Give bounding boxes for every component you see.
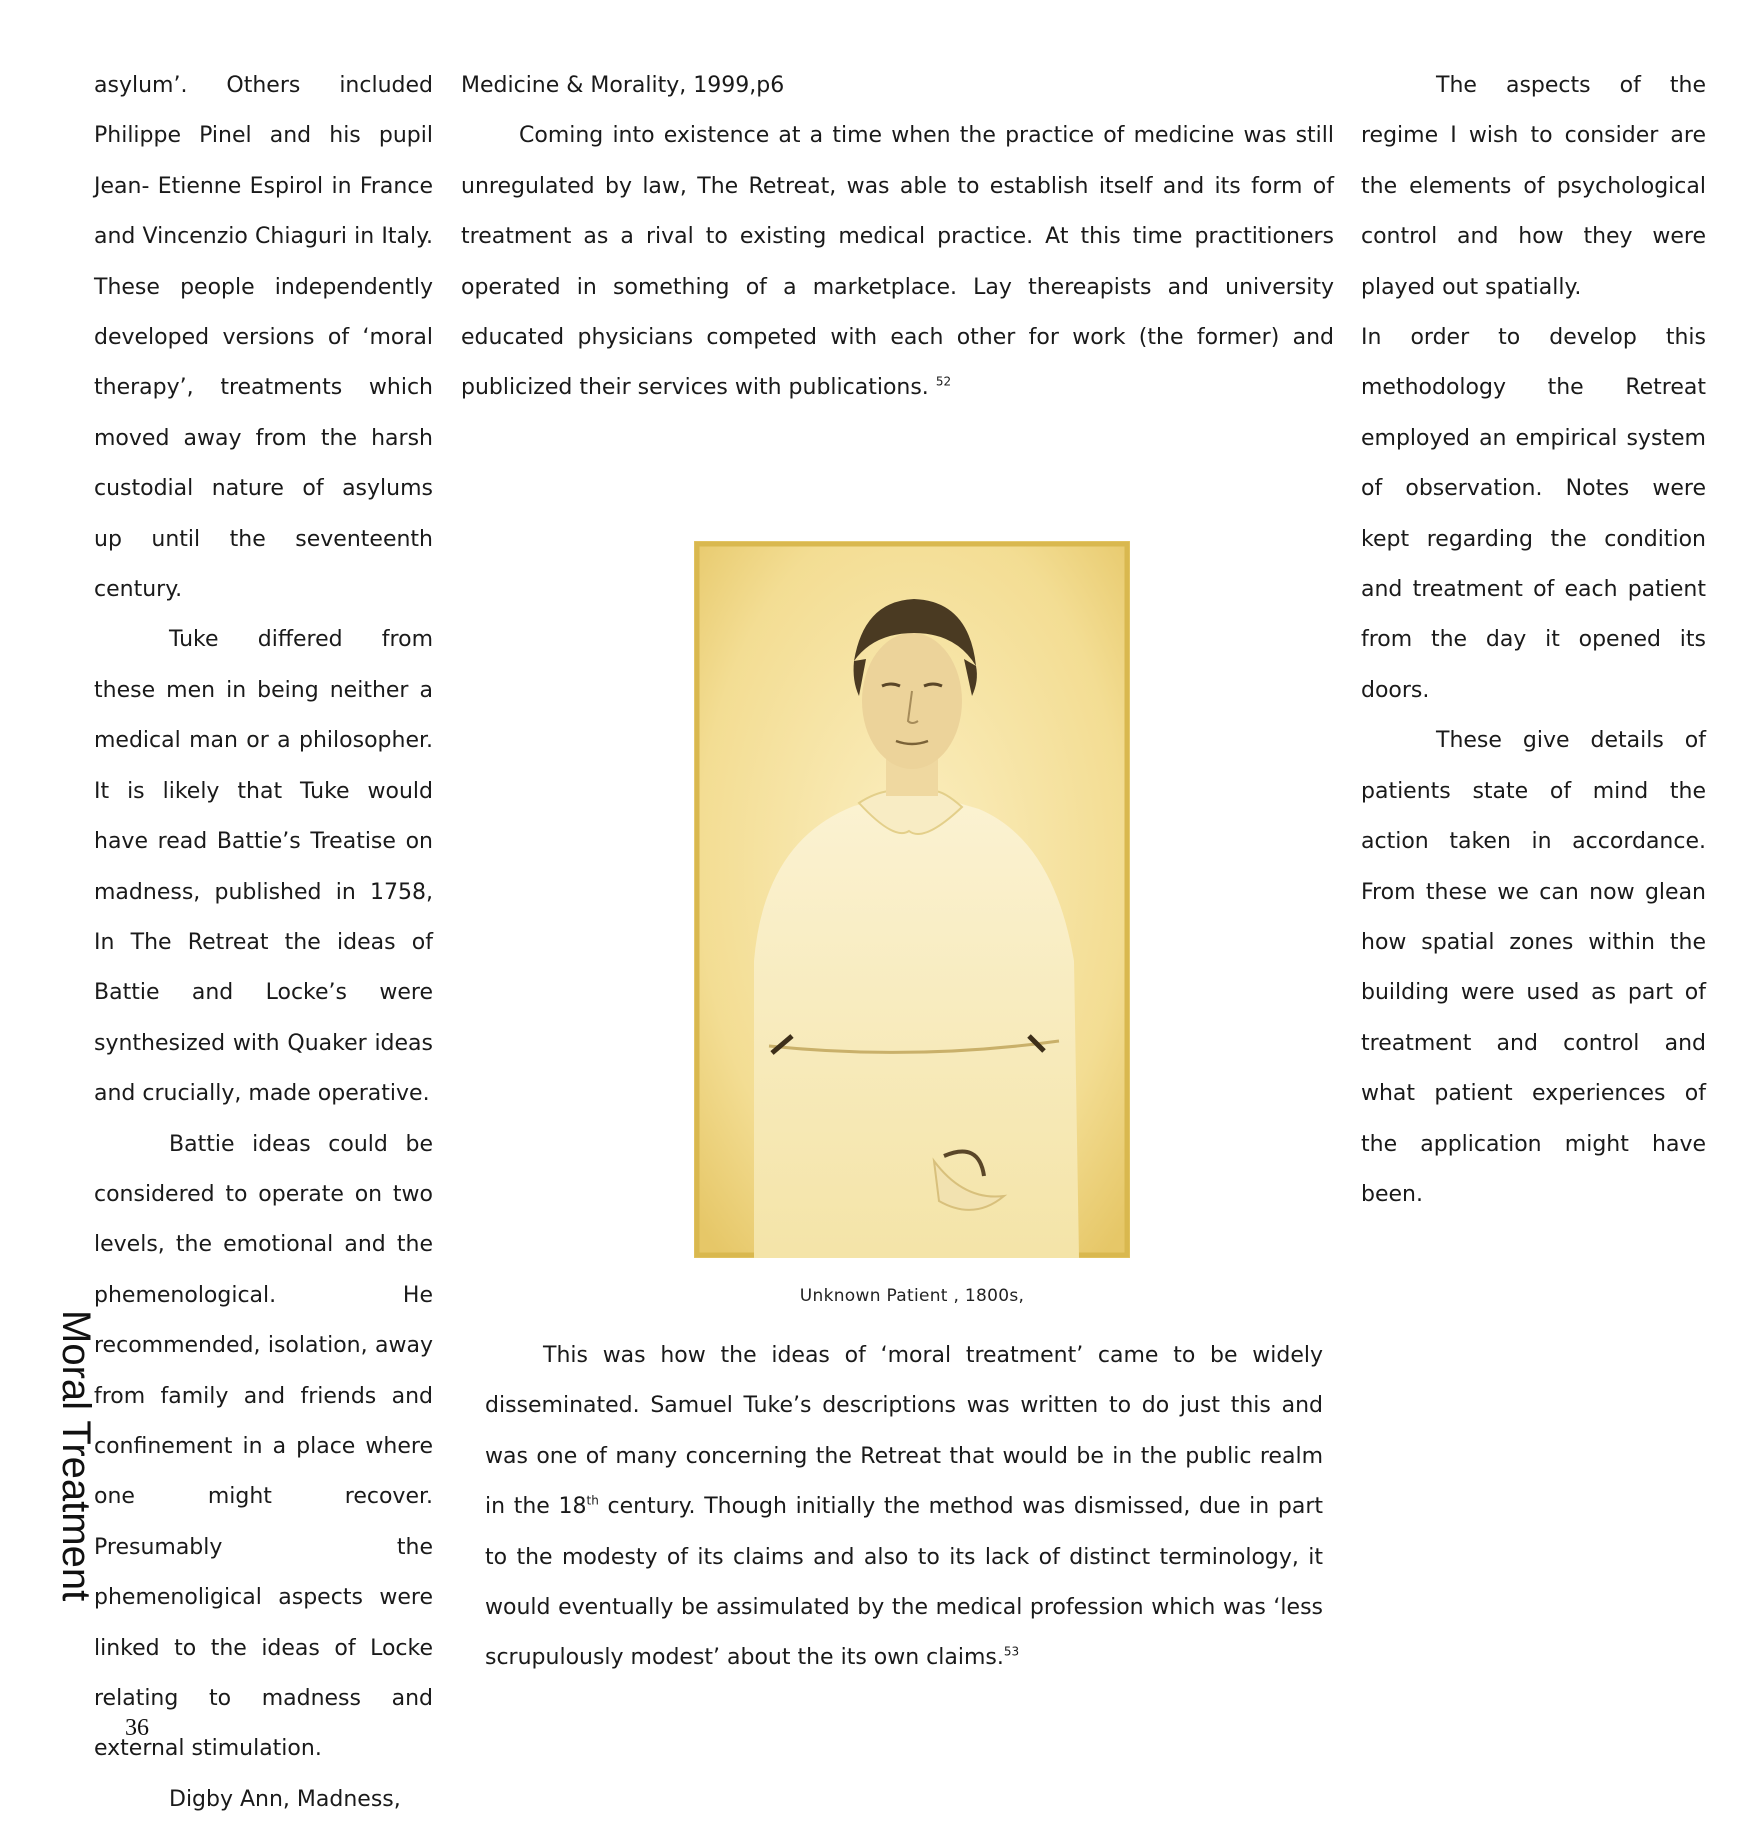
page-number: 36: [125, 1715, 149, 1741]
left-paragraph-4: Digby Ann, Madness,: [169, 1786, 401, 1812]
middle-text-column-bottom: [485, 1331, 1323, 1684]
middle-text-column-top: [461, 61, 1334, 414]
right-paragraph-1: The aspects of the regime I wish to consider are the elements of psychological control and how they were played out spatially.: [1361, 73, 1706, 300]
superscript-th: th: [586, 1493, 599, 1508]
middle-paragraph-1-text: Coming into existence at a time when the practice of medicine was still unregulated by law, The Retreat, was able to establish itself and its form of treatment as a rival to existing medical practice. At this time practitioners operated in something of a marketplace. Lay thereapists and university educated physicians competed with each other for work (the former) and publicized their services with publications.: [461, 123, 1334, 401]
footnote-ref-53: 53: [1003, 1645, 1020, 1660]
middle-paragraph-2-text-b: century. Though initially the method was dismissed, due in part to the modesty of its claims and also to its lack of distinct terminology, it would eventually be assimulated by the medical profession which was ‘less scrupulously modest’ about the its own claims.: [485, 1494, 1324, 1671]
right-paragraph-2: In order to develop this methodology the Retreat employed an empirical system of observation. Notes were kept regarding the condition and treatment of each patient from the day it opened its doors.: [1361, 325, 1706, 703]
middle-paragraph-2: [485, 1331, 1323, 1684]
right-text-column: [1361, 61, 1706, 1220]
patient-photograph: [694, 541, 1130, 1258]
left-paragraph-2: Tuke differed from these men in being neither a medical man or a philosopher. It is likely that Tuke would have read Battie’s Treatise on madness, published in 1758, In The Retreat the ideas of Battie and Locke’s were synthesized with Quaker ideas and crucially, made operative.: [94, 627, 433, 1107]
middle-paragraph-1: [461, 111, 1334, 413]
figure-caption: Unknown Patient , 1800s,: [799, 1286, 1025, 1306]
left-text-column: [94, 61, 433, 1825]
citation-line: Medicine & Morality, 1999,p6: [461, 73, 785, 98]
right-paragraph-3: These give details of patients state of mind the action taken in accordance. From these we can now glean how spatial zones within the building were used as part of treatment and control and what patient experiences of the application might have been.: [1361, 728, 1706, 1207]
footnote-ref-52: 52: [935, 375, 952, 390]
chapter-side-title: Moral Treatment: [54, 1310, 98, 1602]
left-paragraph-3: Battie ideas could be considered to operate on two levels, the emotional and the phemenological. He recommended, isolation, away from family and friends and confinement in a place where one might recover. Presumably the phemenoligical aspects were linked to the ideas of Locke relating to madness and external stimulation.: [94, 1131, 433, 1762]
left-paragraph-1: asylum’. Others included Philippe Pinel and his pupil Jean- Etienne Espirol in France and Vincenzio Chiaguri in Italy. These people independently developed versions of ‘moral therapy’, treatments which moved away from the harsh custodial nature of asylums up until the seventeenth century.: [94, 73, 433, 603]
middle-paragraph-2-text-a: This was how the ideas of ‘moral treatment’ came to be widely disseminated. Samuel Tuke’s descriptions was written to do just this and was one of many concerning the Retreat that would be in the public realm in the 18: [485, 1343, 1323, 1520]
